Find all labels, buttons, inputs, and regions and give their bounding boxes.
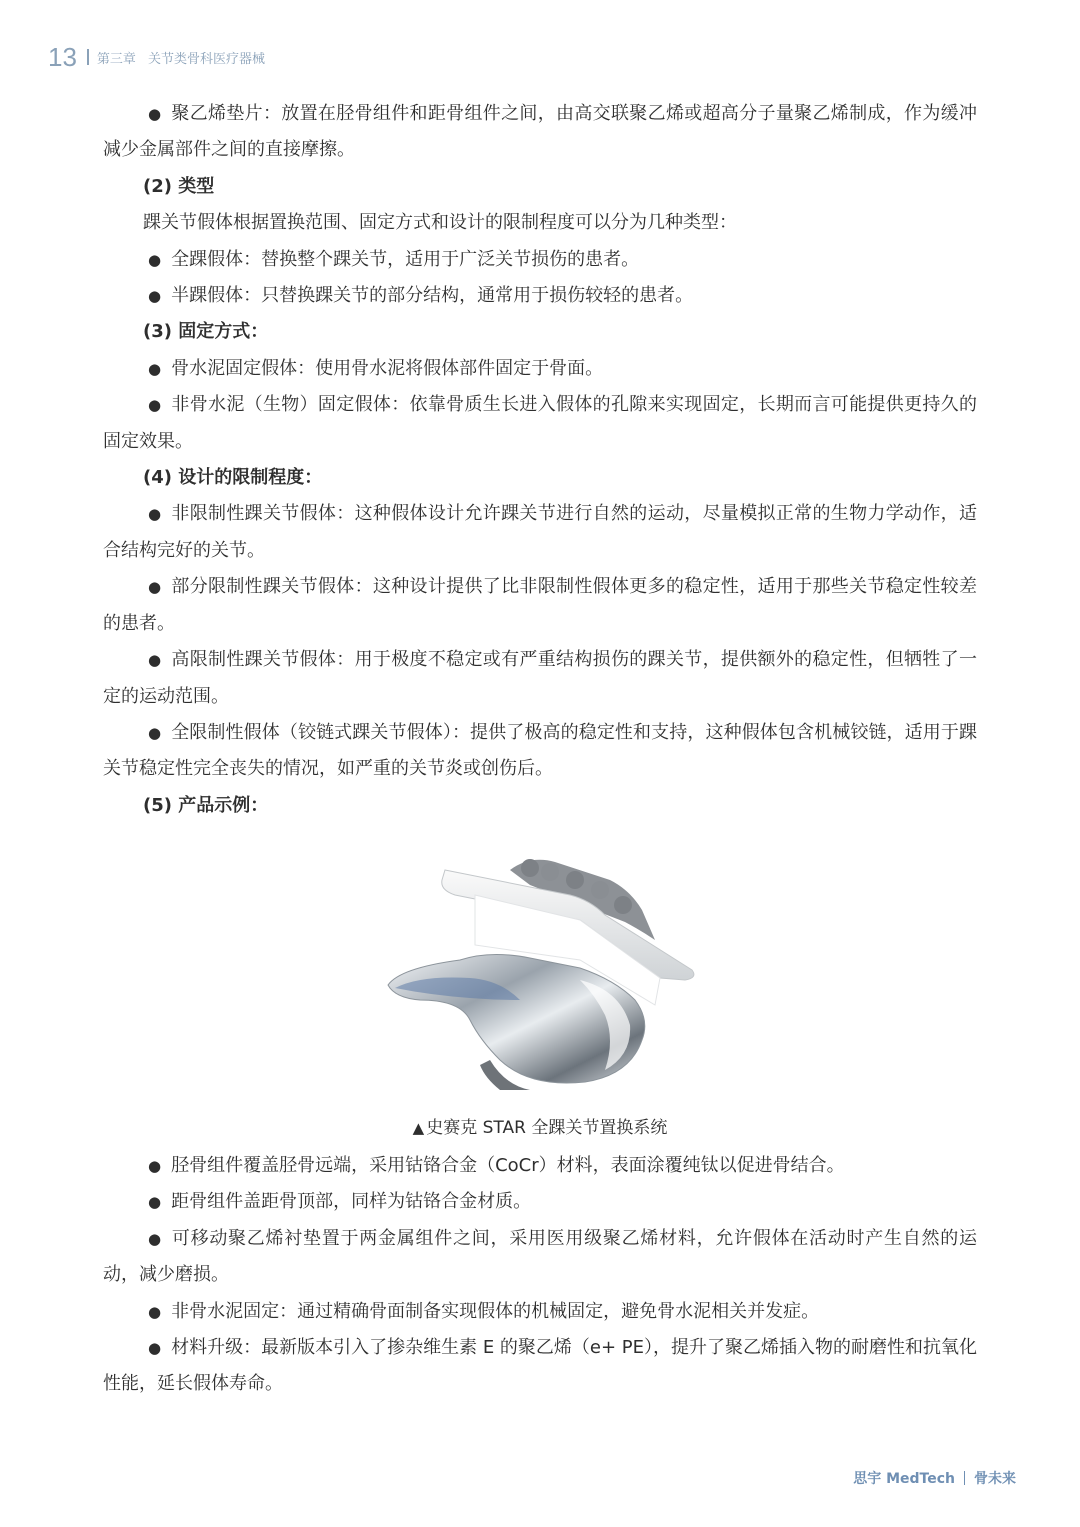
bullet-item — [103, 242, 977, 278]
bullet-icon: ● — [148, 105, 162, 123]
bullet-text: 全踝假体：替换整个踝关节，适用于广泛关节损伤的患者。 — [171, 248, 640, 270]
bullet-icon: ● — [148, 651, 162, 670]
page-header — [48, 40, 265, 74]
bullet-icon: ● — [148, 578, 162, 597]
bullet-item — [103, 278, 977, 314]
bullet-text: 聚乙烯垫片：放置在胫骨组件和距骨组件之间，由高交联聚乙烯或超高分子量聚乙烯制成，作为缓冲减少金属部件之间的直接摩擦。 — [103, 103, 977, 161]
bullet-text: 骨水泥固定假体：使用骨水泥将假体部件固定于骨面。 — [171, 357, 604, 379]
bullet-item — [103, 351, 977, 387]
bullet-item — [103, 1294, 977, 1330]
bullet-text: 非限制性踝关节假体：这种假体设计允许踝关节进行自然的运动，尽量模拟正常的生物力学动作，适合结构完好的关节。 — [103, 503, 977, 561]
figure-caption — [0, 1112, 1080, 1144]
body-text-bottom — [103, 1148, 977, 1403]
footer-brand: 思宇 MedTech — [853, 1471, 955, 1487]
caption-text: 史赛克 STAR 全踝关节置换系统 — [426, 1118, 668, 1138]
bullet-item — [103, 96, 977, 169]
body-text-top — [103, 96, 977, 824]
bullet-item — [103, 1184, 977, 1220]
bullet-icon: ● — [148, 287, 162, 306]
chapter-label: 第三章 — [96, 51, 136, 67]
section-heading: (2) 类型 — [143, 175, 215, 197]
bullet-text: 距骨组件盖距骨顶部，同样为钴铬合金材质。 — [171, 1191, 532, 1213]
bullet-icon: ● — [148, 505, 162, 524]
bullet-item — [103, 569, 977, 642]
footer-slogan: 骨未来 — [974, 1471, 1016, 1487]
bullet-item — [103, 715, 977, 788]
chapter-title: 关节类骨科医疗器械 — [147, 51, 265, 67]
bullet-icon: ● — [148, 396, 162, 415]
bullet-icon: ● — [148, 723, 162, 742]
bullet-icon: ● — [148, 1302, 162, 1321]
bullet-text: 胫骨组件覆盖胫骨远端，采用钴铬合金（CoCr）材料，表面涂覆纯钛以促进骨结合。 — [171, 1155, 845, 1176]
bullet-text: 可移动聚乙烯衬垫置于两金属组件之间，采用医用级聚乙烯材料，允许假体在活动时产生自然的运动，减少磨损。 — [103, 1227, 977, 1286]
bullet-text: 非骨水泥（生物）固定假体：依靠骨质生长进入假体的孔隙来实现固定，长期而言可能提供更持久的固定效果。 — [103, 394, 977, 452]
header-divider — [87, 49, 89, 65]
page-number: 13 — [48, 41, 77, 72]
product-image — [380, 850, 700, 1090]
bullet-icon: ● — [148, 1229, 162, 1248]
bullet-item — [103, 496, 977, 569]
bullet-text: 材料升级：最新版本引入了掺杂维生素 E 的聚乙烯（e+ PE），提升了聚乙烯插入物的耐磨性和抗氧化性能，延长假体寿命。 — [103, 1337, 978, 1395]
bullet-item — [103, 1148, 977, 1184]
bullet-icon: ● — [148, 359, 162, 378]
bullet-icon: ● — [148, 1339, 162, 1358]
ankle-implant-illustration — [380, 850, 700, 1090]
bullet-text: 部分限制性踝关节假体：这种设计提供了比非限制性假体更多的稳定性，适用于那些关节稳定性较差的患者。 — [103, 576, 977, 634]
bullet-icon: ● — [148, 250, 162, 269]
paragraph: 踝关节假体根据置换范围、固定方式和设计的限制程度可以分为几种类型： — [143, 212, 737, 234]
bullet-icon: ● — [148, 1157, 162, 1175]
bullet-item — [103, 642, 977, 715]
bullet-text: 非骨水泥固定：通过精确骨面制备实现假体的机械固定，避免骨水泥相关并发症。 — [171, 1300, 820, 1322]
section-heading: (4) 设计的限制程度： — [143, 467, 323, 489]
page-footer — [853, 1468, 1016, 1488]
bullet-text: 半踝假体：只替换踝关节的部分结构，通常用于损伤较轻的患者。 — [171, 285, 694, 307]
caption-triangle-icon: ▲ — [412, 1119, 425, 1137]
bullet-item — [103, 387, 977, 460]
footer-divider — [964, 1471, 965, 1485]
bullet-icon: ● — [148, 1193, 162, 1212]
section-heading: (3) 固定方式： — [143, 321, 269, 343]
bullet-text: 高限制性踝关节假体：用于极度不稳定或有严重结构损伤的踝关节，提供额外的稳定性，但牺牲了一定的运动范围。 — [103, 649, 977, 707]
bullet-text: 全限制性假体（铰链式踝关节假体）：提供了极高的稳定性和支持，这种假体包含机械铰链，适用于踝关节稳定性完全丧失的情况，如严重的关节炎或创伤后。 — [103, 721, 977, 780]
section-heading: (5) 产品示例： — [143, 794, 269, 816]
bullet-item — [103, 1330, 977, 1403]
bullet-item — [103, 1221, 977, 1294]
